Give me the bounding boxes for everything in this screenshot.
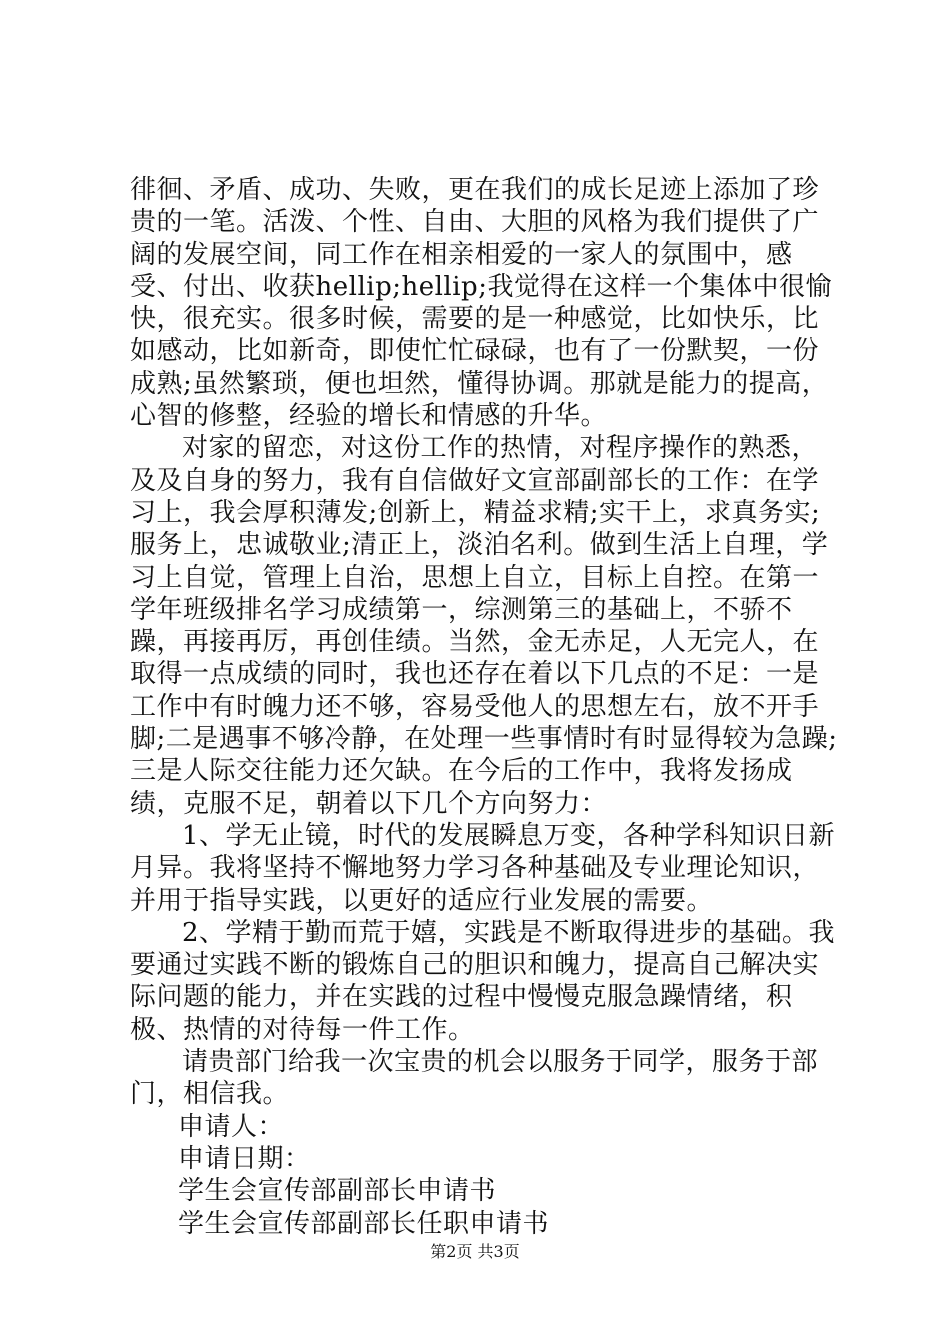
related-title-2: 学生会宣传部副部长任职申请书 bbox=[178, 1208, 550, 1239]
related-title-1: 学生会宣传部副部长申请书 bbox=[178, 1176, 497, 1207]
paragraph-closing: 请贵部门给我一次宝贵的机会以服务于同学，服务于部门，相信我。 bbox=[130, 1047, 819, 1110]
document-body bbox=[130, 174, 842, 1240]
paragraph-continued: 徘徊、矛盾、成功、失败，更在我们的成长足迹上添加了珍贵的一笔。活泼、个性、自由、大胆的风格为我们提供了广阔的发展空间，同工作在相亲相爱的一家人的氛围中，感受、付出、收获hellip;hellip;我觉得在这样一个集体中很愉快，很充实。很多时候，需要的是一种感觉，比如快乐，比如感动，比如新奇，即使忙忙碌碌，也有了一份默契，一份成熟;虽然繁琐，便也坦然，懂得协调。那就是能力的提高，心智的修整，经验的增长和情感的升华。 bbox=[130, 175, 832, 432]
paragraph-qualifications: 对家的留恋，对这份工作的热情，对程序操作的熟悉，及及自身的努力，我有自信做好文宣部副部长的工作：在学习上，我会厚积薄发;创新上，精益求精;实干上，求真务实;服务上，忠诚敬业;清正上，淡泊名利。做到生活上自理，学习上自觉，管理上自治，思想上自立，目标上自控。在第一学年班级排名学习成绩第一，综测第三的基础上，不骄不躁，再接再厉，再创佳绩。当然，金无赤足，人无完人，在取得一点成绩的同时，我也还存在着以下几点的不足：一是工作中有时魄力还不够，容易受他人的思想左右，放不开手脚;二是遇事不够冷静，在处理一些事情时有时显得较为急躁;三是人际交往能力还欠缺。在今后的工作中，我将发扬成绩，克服不足，朝着以下几个方向努力： bbox=[130, 433, 838, 819]
applicant-label: 申请人： bbox=[178, 1111, 285, 1142]
page-footer: 第2页 共3页 bbox=[430, 1242, 520, 1261]
date-label: 申请日期： bbox=[178, 1143, 311, 1174]
paragraph-goal-2: 2、学精于勤而荒于嬉，实践是不断取得进步的基础。我要通过实践不断的锻炼自己的胆识和魄力，提高自己解决实际问题的能力，并在实践的过程中慢慢克服急躁情绪，积极、热情的对待每一件工作。 bbox=[130, 917, 836, 1045]
paragraph-goal-1: 1、学无止镜，时代的发展瞬息万变，各种学科知识日新月异。我将坚持不懈地努力学习各种基础及专业理论知识，并用于指导实践，以更好的适应行业发展的需要。 bbox=[130, 820, 836, 916]
